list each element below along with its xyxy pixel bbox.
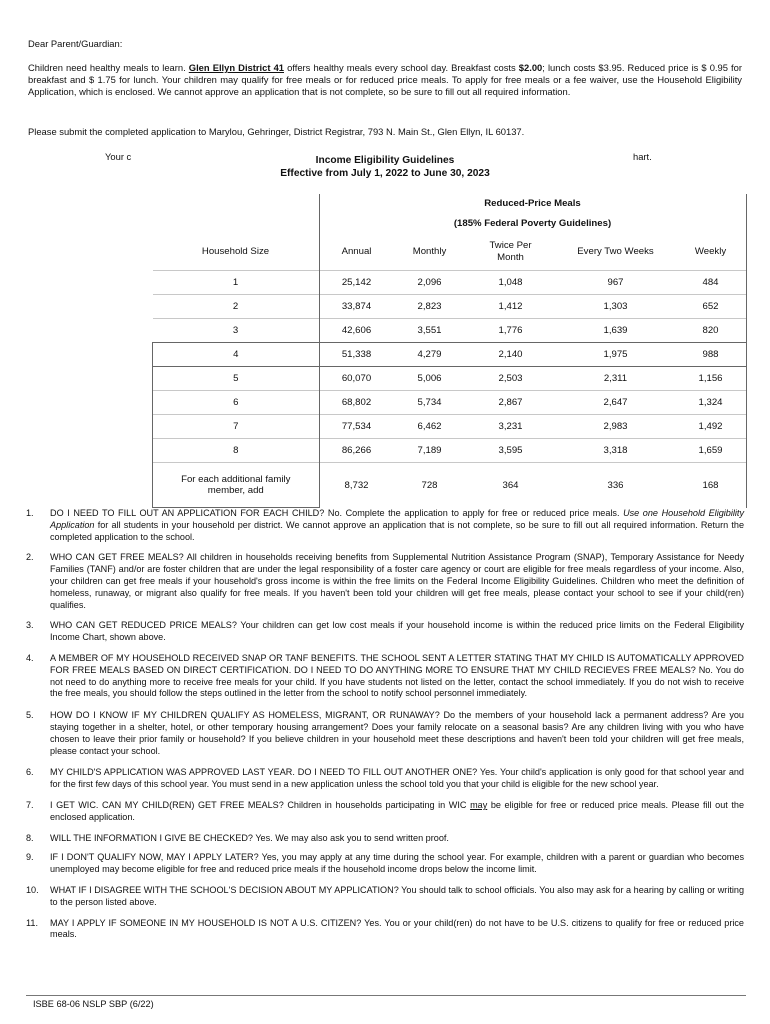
every-two-weeks-cell: 2,311 [556, 367, 676, 391]
faq-answer-cont: be eligible for free or reduced price meals. Please fill out the enclosed application. [50, 799, 745, 822]
faq-item [26, 710, 744, 757]
weekly-cell: 168 [676, 463, 747, 508]
table-row [153, 319, 747, 343]
every-two-weeks-cell: 2,647 [556, 391, 676, 415]
every-two-weeks-cell: 1,975 [556, 343, 676, 367]
faq-question: I GET WIC. CAN MY CHILD(REN) GET FREE MEALS? [50, 799, 284, 810]
table-row-additional-member [153, 463, 747, 508]
faq-question: WHO CAN GET FREE MEALS? [50, 552, 184, 563]
faq-item [26, 885, 744, 909]
header-blank [153, 194, 320, 214]
monthly-cell: 3,551 [394, 319, 466, 343]
chart-note-right: hart. [633, 151, 652, 162]
household-size-cell: 1 [153, 271, 320, 295]
faq-answer-emphasis: Use one Household Eligibility Application [50, 508, 744, 530]
table-row [153, 391, 747, 415]
faq-answer: Yes, you may apply at any time during the school year. For example, children with a parent or guardian who becomes unemployed may become eligible for free and reduced price meals if the household income drops below the income limit. [50, 852, 744, 875]
faq-answer: You should talk to school officials. You also may ask for a hearing by calling or writing to the person listed above. [50, 884, 744, 907]
weekly-cell: 1,659 [676, 439, 747, 463]
weekly-cell: 1,324 [676, 391, 747, 415]
faq-number: 7. [26, 799, 34, 810]
monthly-cell: 4,279 [394, 343, 466, 367]
faq-item [26, 918, 744, 942]
faq-answer: All children in households receiving benefits from Supplemental Nutrition Assistance Program (SNAP), Temporary Assistance for Needy Families (TANF) and/or are foster children that are under the legal responsibility of a foster care agency or court are eligible for free meals regardless of your income. Also, your children can get free meals if your household's gross income is within the free limits on the Federal Income Eligibility Guidelines. Children who meet the definition of homeless, runaway, or migrant also qualify for free meals. If you haven't been told your children will get free meals, please contact your school to see if your child(ren) qualifies. [50, 552, 744, 610]
faq-number: 11. [26, 917, 38, 928]
table-title [240, 154, 530, 180]
monthly-cell: 2,823 [394, 295, 466, 319]
intro-text-b: offers healthy meals every school day. Breakfast costs [284, 62, 519, 73]
table-row [153, 367, 747, 391]
household-size-cell: 2 [153, 295, 320, 319]
every-two-weeks-cell: 967 [556, 271, 676, 295]
faq-question: WHO CAN GET REDUCED PRICE MEALS? [50, 620, 237, 631]
household-size-cell: 3 [153, 319, 320, 343]
faq-answer: Children in households participating in WIC [283, 799, 471, 810]
household-size-cell: 5 [153, 367, 320, 391]
annual-cell: 68,802 [319, 391, 394, 415]
faq-item [26, 767, 744, 791]
twice-per-month-cell: 2,503 [466, 367, 556, 391]
every-two-weeks-cell: 1,303 [556, 295, 676, 319]
annual-cell: 51,338 [319, 343, 394, 367]
header-household-size: Household Size [201, 246, 270, 257]
faq-number: 4. [26, 652, 34, 663]
faq-number: 3. [26, 620, 34, 631]
header-monthly: Monthly [412, 246, 447, 257]
table-row [153, 271, 747, 295]
faq-item [26, 852, 744, 876]
faq-number: 10. [26, 884, 39, 895]
annual-cell: 42,606 [319, 319, 394, 343]
twice-per-month-cell: 2,867 [466, 391, 556, 415]
form-footer-code: ISBE 68-06 NSLP SBP (6/22) [33, 999, 154, 1009]
faq-item [26, 508, 744, 543]
household-size-cell: 7 [153, 415, 320, 439]
table-row [153, 415, 747, 439]
intro-text-c: ; lunch costs $3.95. Reduced price is $ 0.95 for breakfast and $ 1.75 for lunch. Your children may qualify for free meals or for reduced price meals. To apply for free meals or a fee waiver, use the Household Eligibility Application, which is enclosed. We cannot approve an application that is not complete, so be sure to fill out all required information. [28, 62, 742, 97]
income-eligibility-table [152, 194, 747, 508]
faq-item [26, 552, 744, 611]
faq-number: 2. [26, 552, 34, 563]
table-title-line1: Income Eligibility Guidelines [315, 155, 455, 166]
intro-text-a: Children need healthy meals to learn. [28, 62, 189, 73]
annual-cell: 60,070 [319, 367, 394, 391]
every-two-weeks-cell: 1,639 [556, 319, 676, 343]
annual-cell: 77,534 [319, 415, 394, 439]
twice-per-month-cell: 1,776 [466, 319, 556, 343]
faq-question: WHAT IF I DISAGREE WITH THE SCHOOL'S DECISION ABOUT MY APPLICATION? [50, 884, 399, 895]
twice-per-month-cell: 3,231 [466, 415, 556, 439]
every-two-weeks-cell: 336 [556, 463, 676, 508]
faq-answer: Your children can get low cost meals if your household income is within the reduced price limits on the Federal Eligibility Income Chart, shown above. [50, 620, 744, 643]
table-row [153, 439, 747, 463]
faq-answer: Yes. You or your child(ren) do not have to be U.S. citizens to qualify for free or reduced price meals. [50, 917, 744, 940]
annual-cell: 86,266 [319, 439, 394, 463]
monthly-cell: 6,462 [394, 415, 466, 439]
faq-question: IF I DON'T QUALIFY NOW, MAY I APPLY LATER? [50, 852, 259, 863]
household-size-cell: 4 [153, 343, 320, 367]
weekly-cell: 484 [676, 271, 747, 295]
monthly-cell: 5,734 [394, 391, 466, 415]
faq-item [26, 620, 744, 644]
faq-question: HOW DO I KNOW IF MY CHILDREN QUALIFY AS HOMELESS, MIGRANT, OR RUNAWAY? [50, 710, 440, 721]
header-blank [153, 214, 320, 234]
table-title-line2: Effective from July 1, 2022 to June 30, 2023 [280, 168, 490, 179]
faq-answer: Yes. Your child's application is only good for that school year and for the first few days of this school year. You must send in a new application unless the school told you that your child is eligible for the new school year. [50, 767, 744, 790]
household-size-cell: 6 [153, 391, 320, 415]
district-name: Glen Ellyn District 41 [188, 62, 284, 73]
annual-cell: 8,732 [319, 463, 394, 508]
faq-answer-cont: for all students in your household per district. We cannot approve an application that is not complete, so be sure to fill out all required information. Return the completed application to the school. [50, 519, 744, 542]
monthly-cell: 2,096 [394, 271, 466, 295]
faq-item [26, 833, 744, 845]
header-twice-per-month: Twice Per Month [489, 240, 532, 263]
weekly-cell: 1,156 [676, 367, 747, 391]
twice-per-month-cell: 3,595 [466, 439, 556, 463]
twice-per-month-cell: 2,140 [466, 343, 556, 367]
group-header-line2: (185% Federal Poverty Guidelines) [319, 214, 746, 234]
intro-paragraph [28, 62, 742, 98]
twice-per-month-cell: 1,412 [466, 295, 556, 319]
header-annual: Annual [319, 234, 394, 271]
twice-per-month-cell: 364 [466, 463, 556, 508]
monthly-cell: 728 [394, 463, 466, 508]
group-header-line1: Reduced-Price Meals [319, 194, 746, 214]
faq-question: WILL THE INFORMATION I GIVE BE CHECKED? [50, 832, 253, 843]
every-two-weeks-cell: 2,983 [556, 415, 676, 439]
weekly-cell: 988 [676, 343, 747, 367]
faq-answer: Do the members of your household lack a permanent address? Are you staying together in a shelter, hotel, or other temporary housing arrangement? Does your family relocate on a seasonal basis? Are any children living with you who have chosen to leave their prior family or household? If you believe children in your household meet these descriptions and haven't been told your children will get free meals, please contact your school. [50, 710, 744, 756]
every-two-weeks-cell: 3,318 [556, 439, 676, 463]
faq-number: 6. [26, 767, 34, 778]
monthly-cell: 5,006 [394, 367, 466, 391]
twice-per-month-cell: 1,048 [466, 271, 556, 295]
header-weekly: Weekly [676, 234, 747, 271]
faq-number: 8. [26, 832, 34, 843]
faq-answer-underline: may [470, 799, 488, 810]
faq-question: MAY I APPLY IF SOMEONE IN MY HOUSEHOLD IS NOT A U.S. CITIZEN? [50, 917, 362, 928]
faq-item [26, 800, 744, 824]
chart-note-left: Your c [105, 151, 132, 162]
faq-item [26, 653, 744, 700]
greeting: Dear Parent/Guardian: [28, 38, 123, 49]
annual-cell: 33,874 [319, 295, 394, 319]
faq-answer: Yes. We may also ask you to send written proof. [252, 832, 449, 843]
monthly-cell: 7,189 [394, 439, 466, 463]
faq-number: 1. [26, 508, 34, 518]
faq-answer: No. Complete the application to apply for free or reduced price meals. [324, 508, 624, 518]
faq-list [26, 508, 744, 941]
household-size-cell: 8 [153, 439, 320, 463]
table-row [153, 295, 747, 319]
faq-question: MY CHILD'S APPLICATION WAS APPROVED LAST YEAR. DO I NEED TO FILL OUT ANOTHER ONE? [50, 767, 478, 778]
faq-number: 5. [26, 710, 34, 721]
faq-question: DO I NEED TO FILL OUT AN APPLICATION FOR EACH CHILD? [50, 508, 325, 518]
header-every-two-weeks: Every Two Weeks [577, 246, 654, 257]
weekly-cell: 652 [676, 295, 747, 319]
faq-question: A MEMBER OF MY HOUSEHOLD RECEIVED SNAP OR TANF BENEFITS. THE SCHOOL SENT A LETTER STATING THAT MY CHILD IS AUTOMATICALLY APPROVED FOR FREE MEALS BASED ON DIRECT CERTIFICATION. DO I NEED TO DO ANYTHING MORE TO ENSURE THAT MY CHILD RECIEVES FREE MEALS? [50, 652, 744, 675]
submit-paragraph: Please submit the completed application to Marylou, Gehringer, District Registrar, 793 N. Main St., Glen Ellyn, IL 60137. [28, 126, 525, 137]
breakfast-cost: $2.00 [518, 62, 543, 73]
weekly-cell: 1,492 [676, 415, 747, 439]
annual-cell: 25,142 [319, 271, 394, 295]
table-row [153, 343, 747, 367]
faq-number: 9. [26, 852, 34, 863]
footer-divider [26, 995, 746, 996]
weekly-cell: 820 [676, 319, 747, 343]
household-size-cell: For each additional family member, add [153, 463, 320, 508]
faq-answer: No. You do not need to do anything more to receive free meals for your child. If you have students not listed on the letter, contact the school immediately. If you do not wish to receive the free meals, you should follow the steps outlined in the letter from the school to notify school personnel immediately. [50, 664, 744, 699]
